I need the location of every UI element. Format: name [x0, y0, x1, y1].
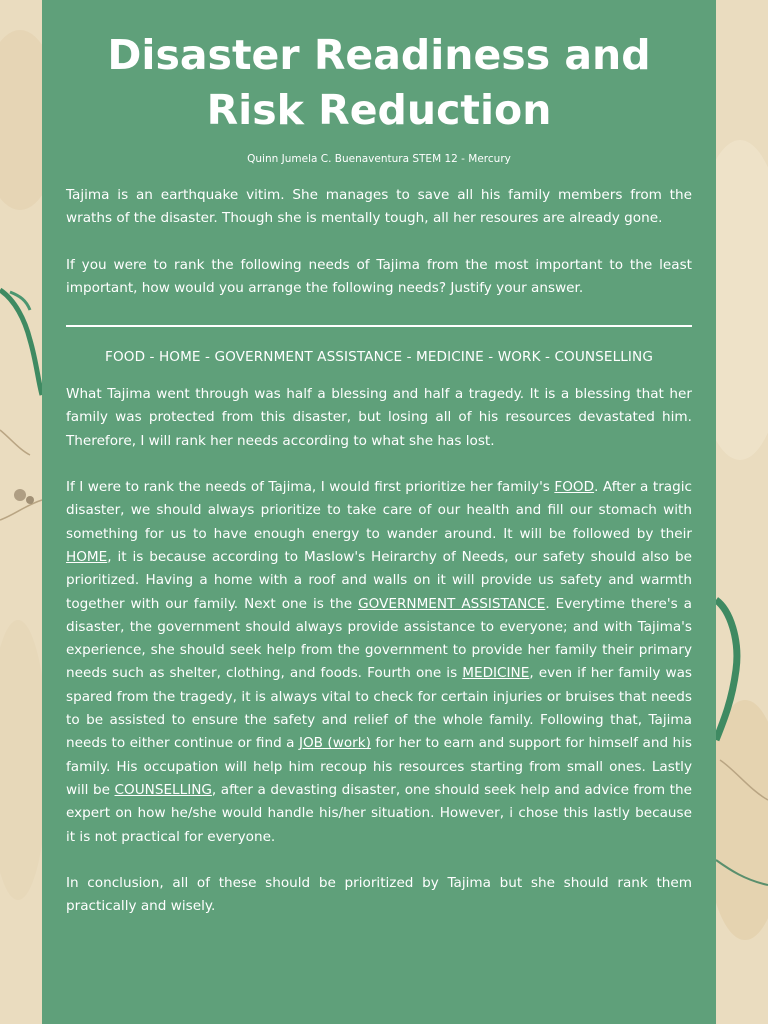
needs-list: FOOD - HOME - GOVERNMENT ASSISTANCE - MEDICINE - WORK - COUNSELLING [105, 349, 653, 366]
keyword-government-assistance: GOVERNMENT ASSISTANCE [358, 595, 546, 612]
keyword-home: HOME [66, 548, 108, 565]
ranking-text-4: . Everytime there's a disaster, the government should always provide assistance to everyone; and with Tajima's experience, she should seek help from the government to provide her family their primary needs such as shelter, clothing, and foods. Fourth one is [66, 595, 692, 682]
keyword-medicine: MEDICINE [462, 665, 530, 682]
opening-paragraph: What Tajima went through was half a blessing and half a tragedy. It is a blessing that her family was protected from this disaster, but losing all of his resources devastated him. Therefore, I will rank her needs according to what she has lost. [66, 386, 692, 449]
question-paragraph: If you were to rank the following needs of Tajima from the most important to the least important, how would you arrange the following needs? Justify your answer. [66, 256, 692, 296]
ranking-paragraph [66, 476, 692, 849]
title-line-1: Disaster Readiness and [107, 31, 651, 79]
ranking-text-1: If I were to rank the needs of Tajima, I would first prioritize her family's [66, 479, 555, 496]
divider-line [66, 325, 692, 327]
author-byline: Quinn Jumela C. Buenaventura STEM 12 - Mercury [247, 153, 511, 165]
ranking-text-6: for her to earn and support for himself and his family. His occupation will help him recoup his resources starting from small ones. Lastly will be [66, 735, 693, 798]
conclusion-paragraph: In conclusion, all of these should be prioritized by Tajima but she should rank them practically and wisely. [66, 874, 692, 915]
content-panel [42, 0, 716, 1024]
scenario-paragraph: Tajima is an earthquake vitim. She manages to save all his family members from the wraths of the disaster. Though she is mentally tough, all her resoures are already gone. [66, 187, 692, 227]
ranking-text-5: , even if her family was spared from the tragedy, it is always vital to check for certain injuries or bruises that needs to be assisted to ensure the safety and relief of the whole family. Following that, Tajima needs to either continue or find a [66, 665, 692, 752]
page-title [66, 28, 692, 138]
keyword-job: JOB (work) [298, 735, 371, 752]
ranking-text-3: , it is because according to Maslow's Heirarchy of Needs, our safety should also be prioritized. Having a home with a roof and walls on it will provide us safety and warmth together with our family. Next one is the [66, 548, 692, 612]
title-line-2: Risk Reduction [206, 86, 552, 134]
ranking-text-2: . After a tragic disaster, we should always prioritize to take care of our health and fill our stomach with something for us to have enough energy to wander around. It will be followed by their [66, 479, 692, 542]
keyword-food: FOOD [554, 479, 595, 496]
ranking-text-7: , after a devasting disaster, one should seek help and advice from the expert on how he/she would handle his/her situation. However, i chose this lastly because it is not practical for everyone. [66, 781, 692, 845]
keyword-counselling: COUNSELLING [114, 781, 212, 798]
